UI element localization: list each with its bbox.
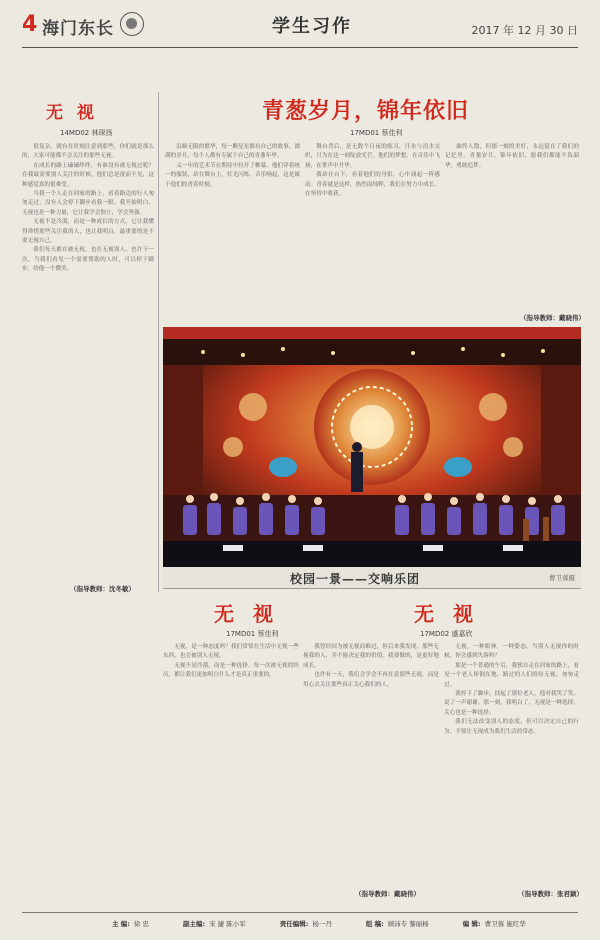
teacher-credit-wushi-bottom-right: （指导教师：张君颖） [518, 890, 583, 898]
article-body-wushi-bottom-left-col2 [303, 643, 439, 893]
paragraph: 很复杂，就有在时刻注意到那些，你们就是那么的，大家可能都不会关注的那些无视。 [22, 144, 154, 160]
article-title-wushi-bottom-right: 无 视 [414, 602, 479, 626]
paragraph: 我曾经因为被无视而难过，但后来我发现，那些无视我的人，并不能决定我的价值。我要做的，是更好地成长。 [303, 644, 439, 669]
masthead: 海门东长 [42, 19, 114, 39]
orchestra-illustration [163, 327, 581, 567]
paragraph: 又一年的艺术节在期待中拉开了帷幕。他们穿着统一的服装，站在舞台上，灯光闪烁，音乐响起，这是属于他们的青春时刻。 [165, 162, 300, 188]
article-byline-qingcong: 17MD01 蔡佳利 [350, 129, 403, 137]
footer-responsible-editor: 责任编辑: 杨一丹 [279, 920, 332, 928]
page-header [22, 8, 578, 48]
article-body-qingcong-col3 [445, 143, 579, 311]
section-title: 学生习作 [272, 16, 352, 37]
paragraph: 无视，一种眼神，一种姿态。当别人无视你的时候，你会感到失落吗？ [444, 644, 579, 660]
paragraph: 也许有一天，我们会学会不再在意那些无视，而是用心去关注那些真正关心我们的人。 [303, 672, 439, 688]
paragraph: 无视，是一种态度吗？我们常常在生活中无视一些东西，也会被别人无视。 [163, 644, 299, 660]
column-divider [158, 92, 159, 592]
article-title-wushi-bottom-left: 无 视 [214, 602, 279, 626]
article-body-wushi-bottom-left-col1 [163, 643, 299, 901]
article-title-qingcong: 青葱岁月，锦年依旧 [262, 99, 470, 124]
article-title-wushi-top: 无 视 [46, 103, 98, 123]
footer-deputy-editor: 副主编: 宋 捷 陈小军 [182, 920, 246, 928]
paragraph: 在成长的路上磕磕绊绊，有谁没有被无视过呢？在我最需要别人关注的时候，他们总是视而不见，这种感觉真的很难受。 [22, 162, 154, 188]
article-body-wushi-top [22, 143, 154, 641]
paragraph: 我停下了脚步，扶起了那位老人。他对我笑了笑，说了一声谢谢。那一刻，我明白了，无视是一种选择，关心也是一种选择。 [444, 691, 579, 716]
paragraph: 那是一个普通的午后，我独自走在回家的路上，看见一个老人摔倒在地，路过的人们纷纷无视，匆匆走过。 [444, 662, 579, 688]
page-footer [22, 912, 578, 932]
paragraph: 无视不是冷漠，而是一种成长的方式。它让我懂得珍惜那些关注我的人，也让我明白，最重要的是不要无视自己。 [22, 219, 154, 245]
article-byline-wushi-top: 14MD02 林琛扬 [60, 129, 113, 137]
article-byline-wushi-bottom-left: 17MD01 蔡佳利 [226, 630, 279, 638]
paragraph: 曲终人散，但那一刻的美好，永远留在了我们的记忆里。青葱岁月，锦年依旧，愿我们都能不负韶华，勇敢追梦。 [445, 144, 579, 169]
photo-credit: 曹卫蓉摄 [549, 574, 575, 582]
photo-caption-bar [163, 567, 581, 589]
teacher-credit-qingcong: （指导教师：戴晓伟） [520, 314, 585, 322]
issue-date: 2017 年 12 月 30 日 [471, 24, 578, 37]
paragraph: 当我一个人走在回家的路上，看着路边的行人匆匆走过，没有人会停下脚步看我一眼。我开始明白，无视也是一种力量，它让我学会独立，学会坚强。 [22, 191, 154, 216]
footer-editing: 编 辑: 曹卫蓉 施红华 [462, 920, 526, 928]
footer-layout: 组 稿: 顾沛专 黎丽杨 [365, 920, 429, 928]
paragraph: 我们无法改变别人的态度，但可以决定自己的行为。不要让无视成为我们生活的常态。 [444, 719, 579, 735]
paragraph: 无视不是冷漠，而是一种选择。每一次被无视的经历，都让我们更加明白什么才是真正重要的。 [163, 662, 299, 679]
article-byline-wushi-bottom-right: 17MD02 盛嘉欣 [420, 630, 473, 638]
footer-editor-in-chief: 主 编: 徐 忠 [112, 920, 149, 928]
article-body-qingcong-col2 [305, 143, 440, 323]
photo-caption: 校园一景——交响乐团 [290, 572, 421, 586]
paragraph: 沿路无限的繁华，每一颗星星都有自己的故事，漂满的岁月，每个人都有专属于自己的青葱年华。 [165, 144, 300, 160]
teacher-credit-wushi-bottom-left: （指导教师：戴晓伟） [355, 890, 420, 898]
article-body-wushi-bottom-right [444, 643, 579, 887]
paragraph: 舞台背后，是无数个日夜的练习，汗水与泪水交织，只为在这一刻绽放光芒。他们的梦想，在音乐中飞扬，在掌声中升华。 [305, 144, 440, 169]
teacher-credit-wushi-top: （指导教师：沈冬敏） [70, 585, 135, 593]
article-body-qingcong-col1 [165, 143, 300, 323]
page-number: 4 [22, 12, 38, 37]
paragraph: 我站在台下，看着他们的身影，心中涌起一阵感动。青春就是这样，热烈而纯粹，我们在努力中成长，在坚持中收获。 [305, 172, 440, 198]
paragraph: 我们每天都在被无视，也在无视别人。也许下一次，当我们看见一个需要帮助的人时，可以停下脚步，给他一个微笑。 [22, 247, 154, 273]
school-logo-icon [120, 12, 144, 36]
orchestra-photo [163, 327, 581, 567]
